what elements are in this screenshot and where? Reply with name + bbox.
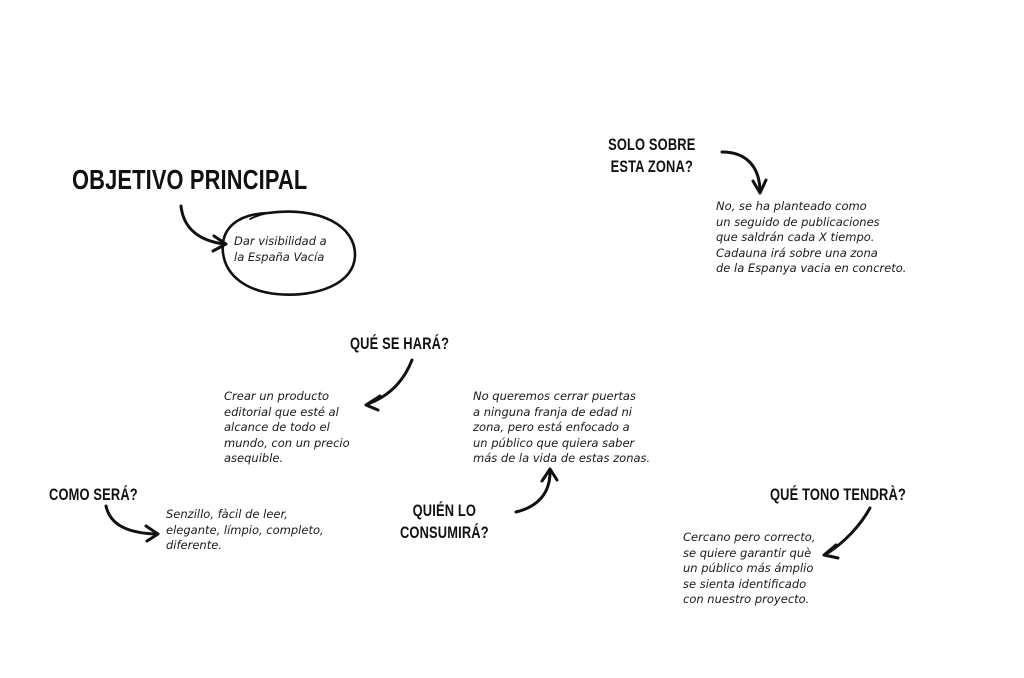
heading-line: ESTA ZONA?: [610, 158, 693, 176]
note-line: a ninguna franja de edad ni: [473, 404, 632, 419]
note-line: Senzillo, fàcil de leer,: [166, 507, 288, 521]
arrow-como-sera: [106, 506, 156, 534]
note-line: alcance de todo el: [224, 420, 330, 434]
note-line: la España Vacía: [234, 249, 325, 264]
note-line: más de la vida de estas zonas.: [473, 451, 651, 465]
note-line: un seguido de publicaciones: [716, 214, 880, 229]
heading-como-sera: COMO SERÁ?: [49, 486, 138, 504]
note-line: editorial que esté al: [224, 404, 339, 419]
note-line: Crear un producto: [224, 389, 330, 403]
note-line: asequible.: [224, 451, 284, 465]
note-line: diferente.: [166, 538, 222, 552]
note-line: se quiere garantir què: [683, 545, 812, 560]
note-line: No, se ha planteado como: [716, 199, 867, 213]
note-line: con nuestro proyecto.: [683, 592, 810, 606]
heading-line: CONSUMIRÁ?: [399, 524, 489, 542]
note-line: se sienta identificado: [683, 576, 807, 591]
heading-quien-lo-consumira: [396, 500, 493, 544]
note-objetivo: [234, 234, 327, 265]
note-line: un público más ámplio: [683, 561, 814, 575]
note-line: un público que quiera saber: [473, 435, 635, 450]
note-line: Cadauna irá sobre una zona: [716, 245, 878, 260]
note-quien: [473, 389, 650, 467]
heading-objetivo-principal: OBJETIVO PRINCIPAL: [72, 164, 308, 195]
heading-line: QUIÉN LO: [412, 502, 477, 520]
note-line: mundo, con un precio: [224, 435, 350, 450]
note-que-se-hara: [224, 389, 350, 467]
arrow-que-se-hara: [368, 360, 412, 404]
note-line: Dar visibilidad a: [234, 234, 327, 248]
note-como-sera: [166, 507, 324, 554]
note-line: Cercano pero correcto,: [683, 530, 816, 544]
note-line: que saldrán cada X tiempo.: [716, 230, 875, 244]
note-solo-sobre: [716, 199, 906, 277]
heading-solo-sobre: [605, 134, 699, 178]
heading-line: SOLO SOBRE: [608, 136, 696, 154]
note-line: de la Espanya vacia en concreto.: [716, 261, 907, 275]
note-que-tono: [683, 530, 815, 608]
heading-que-tono-tendra: QUÉ TONO TENDRÀ?: [770, 486, 906, 504]
heading-que-se-hara: QUÉ SE HARÁ?: [350, 335, 450, 353]
note-line: zona, pero está enfocado a: [473, 420, 630, 434]
note-line: elegante, límpio, completo,: [166, 522, 324, 537]
note-line: No queremos cerrar puertas: [473, 389, 636, 403]
